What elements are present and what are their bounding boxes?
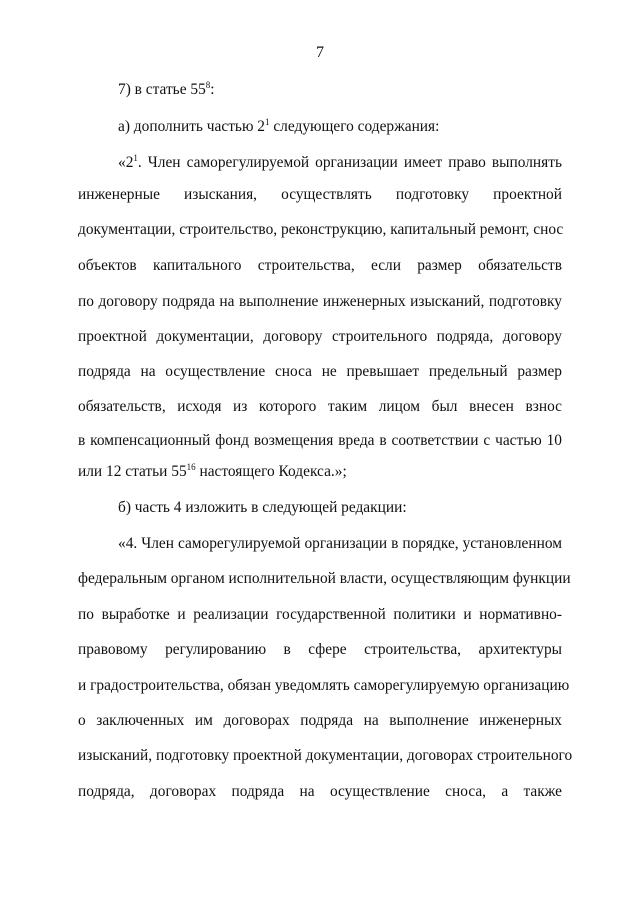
part-2-1-line-1 bbox=[118, 153, 562, 173]
part-2-1-line-4: объектов капитального строительства, если размер обязательств bbox=[78, 257, 562, 274]
item-a-text: а) дополнить частью 2 bbox=[118, 118, 265, 135]
part-4-line-2: федеральным органом исполнительной власти, осуществляющим функции bbox=[78, 570, 571, 587]
part-2-1-line-10-superscript: 16 bbox=[186, 462, 196, 472]
part-2-1-line-1-text: . Член саморегулируемой организации имеет право выполнять bbox=[137, 154, 562, 171]
part-2-1-line-10 bbox=[78, 462, 562, 482]
part-2-1-superscript: 1 bbox=[133, 153, 138, 163]
part-4-line-1: «4. Член саморегулируемой организации в порядке, установленном bbox=[118, 535, 562, 552]
item-a-tail: следующего содержания: bbox=[269, 118, 440, 135]
item-b: б) часть 4 изложить в следующей редакции: bbox=[118, 499, 407, 516]
part-4-line-5: и градостроительства, обязан уведомлять саморегулируемую организацию bbox=[78, 677, 570, 694]
item-a-superscript: 1 bbox=[265, 117, 270, 127]
part-2-1-line-8: обязательств, исходя из которого таким лицом был внесен взнос bbox=[78, 398, 562, 415]
part-2-1-line-2: инженерные изыскания, осуществлять подготовку проектной bbox=[78, 186, 562, 203]
part-2-1-prefix: «2 bbox=[118, 154, 134, 171]
item-a bbox=[118, 117, 562, 137]
part-4-line-6: о заключенных им договорах подряда на выполнение инженерных bbox=[78, 712, 562, 729]
part-2-1-line-7: подряда на осуществление сноса не превышает предельный размер bbox=[78, 363, 562, 380]
paragraph-7-tail: : bbox=[210, 81, 215, 98]
part-2-1-line-6: проектной документации, договору строительного подряда, договору bbox=[78, 328, 562, 345]
part-4-line-4: правовому регулированию в сфере строительства, архитектуры bbox=[78, 641, 562, 658]
part-4-line-7: изысканий, подготовку проектной документации, договорах строительного bbox=[78, 747, 573, 764]
part-2-1-line-3: документации, строительство, реконструкцию, капитальный ремонт, снос bbox=[78, 221, 564, 238]
part-2-1-line-10-text: или 12 статьи 55 bbox=[78, 463, 187, 480]
part-4-line-8: подряда, договорах подряда на осуществление сноса, а также bbox=[78, 783, 562, 800]
page-number: 7 bbox=[316, 44, 324, 61]
part-2-1-line-5: по договору подряда на выполнение инженерных изысканий, подготовку bbox=[78, 293, 562, 310]
paragraph-7-text: 7) в статье 55 bbox=[118, 81, 206, 98]
part-2-1-line-10-tail: настоящего Кодекса.»; bbox=[195, 463, 347, 480]
part-4-line-3: по выработке и реализации государственной политики и нормативно- bbox=[78, 606, 562, 623]
paragraph-7-heading bbox=[118, 80, 562, 100]
part-2-1-line-9: в компенсационный фонд возмещения вреда в соответствии с частью 10 bbox=[78, 432, 562, 449]
paragraph-7-superscript: 8 bbox=[205, 80, 211, 90]
